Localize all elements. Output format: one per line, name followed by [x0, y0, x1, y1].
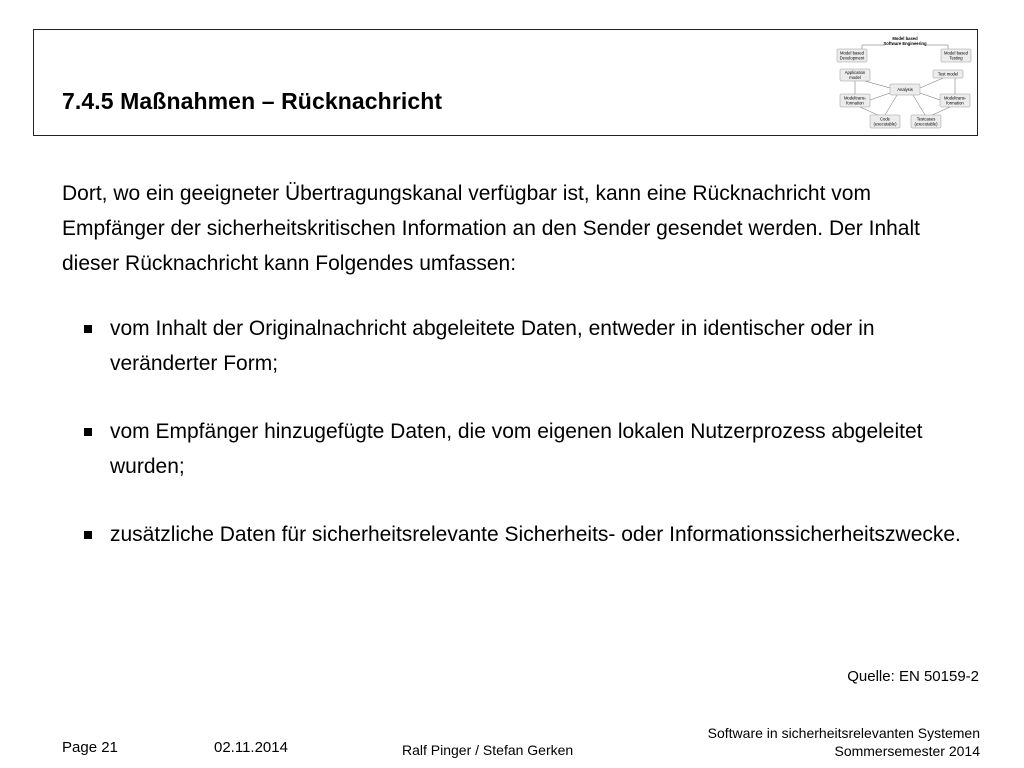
page-number: Page 21	[62, 739, 118, 756]
node-analysis-label: Analysis	[897, 87, 913, 92]
diagram-connector	[930, 107, 950, 116]
node-mt-right-label-1: Modeltrans-	[943, 95, 967, 101]
node-test-model-label: Test model	[937, 71, 959, 77]
node-mt-left-label-1: Modeltrans-	[843, 95, 867, 101]
node-app-label-1: Application	[844, 70, 866, 75]
diagram-top-label-1: Model based	[892, 36, 918, 41]
slide-date: 02.11.2014	[214, 739, 288, 756]
square-bullet-icon	[84, 428, 92, 436]
diagram-connector	[913, 95, 925, 115]
title-header-box	[33, 29, 978, 136]
node-mbt-label-2: Testing	[949, 55, 963, 61]
bullet-item	[62, 517, 972, 552]
course-title: Software in sicherheitsrelevanten Systemen	[707, 725, 980, 741]
bullet-item	[62, 311, 972, 381]
square-bullet-icon	[84, 531, 92, 539]
bullet-item	[62, 414, 972, 484]
node-app-label-2: model	[849, 75, 861, 80]
intro-paragraph: Dort, wo ein geeigneter Übertragungskanal verfügbar ist, kann eine Rücknachricht vom Empfänger der sicherheitskritischen Information an den Sender gesendet werden. Der Inhalt dieser Rücknachricht kann Folgendes umfassen:	[62, 182, 920, 275]
course-info	[708, 724, 980, 760]
node-mt-left-label-2: formation	[846, 100, 864, 106]
diagram-connector	[865, 81, 890, 88]
authors: Ralf Pinger / Stefan Gerken	[402, 742, 574, 758]
node-mbt-label-1: Model based	[944, 50, 968, 56]
node-code-label-1: Code	[879, 116, 891, 122]
node-mbd-label-1: Model based	[840, 50, 864, 56]
course-semester: Sommersemester 2014	[834, 743, 980, 759]
square-bullet-icon	[84, 325, 92, 333]
node-tc-label-1: Testcases	[916, 116, 936, 122]
bullet-list	[62, 311, 972, 552]
diagram-connector	[870, 93, 890, 100]
source-citation: Quelle: EN 50159-2	[847, 668, 979, 685]
diagram-connector	[885, 95, 897, 115]
bullet-text: vom Inhalt der Originalnachricht abgeleitete Daten, entweder in identischer oder in veränderter Form;	[110, 317, 875, 375]
bullet-text: zusätzliche Daten für sicherheitsrelevante Sicherheits- oder Informationssicherheitszwecke.	[110, 523, 961, 546]
mbse-diagram	[835, 33, 975, 133]
diagram-connector	[860, 107, 880, 116]
diagram-connector	[920, 93, 940, 100]
node-code-label-2: (executable)	[873, 121, 897, 127]
slide-title: 7.4.5 Maßnahmen – Rücknachricht	[62, 88, 443, 114]
diagram-top-label-2: Software Engineering	[883, 41, 927, 46]
slide-content	[62, 176, 972, 585]
bullet-text: vom Empfänger hinzugefügte Daten, die vom eigenen lokalen Nutzerprozess abgeleitet wurden;	[110, 420, 923, 478]
node-tc-label-2: (executable)	[914, 121, 938, 127]
diagram-connector	[920, 78, 943, 88]
node-mt-right-label-2: formation	[946, 100, 964, 106]
node-mbd-label-2: Development	[839, 55, 865, 61]
